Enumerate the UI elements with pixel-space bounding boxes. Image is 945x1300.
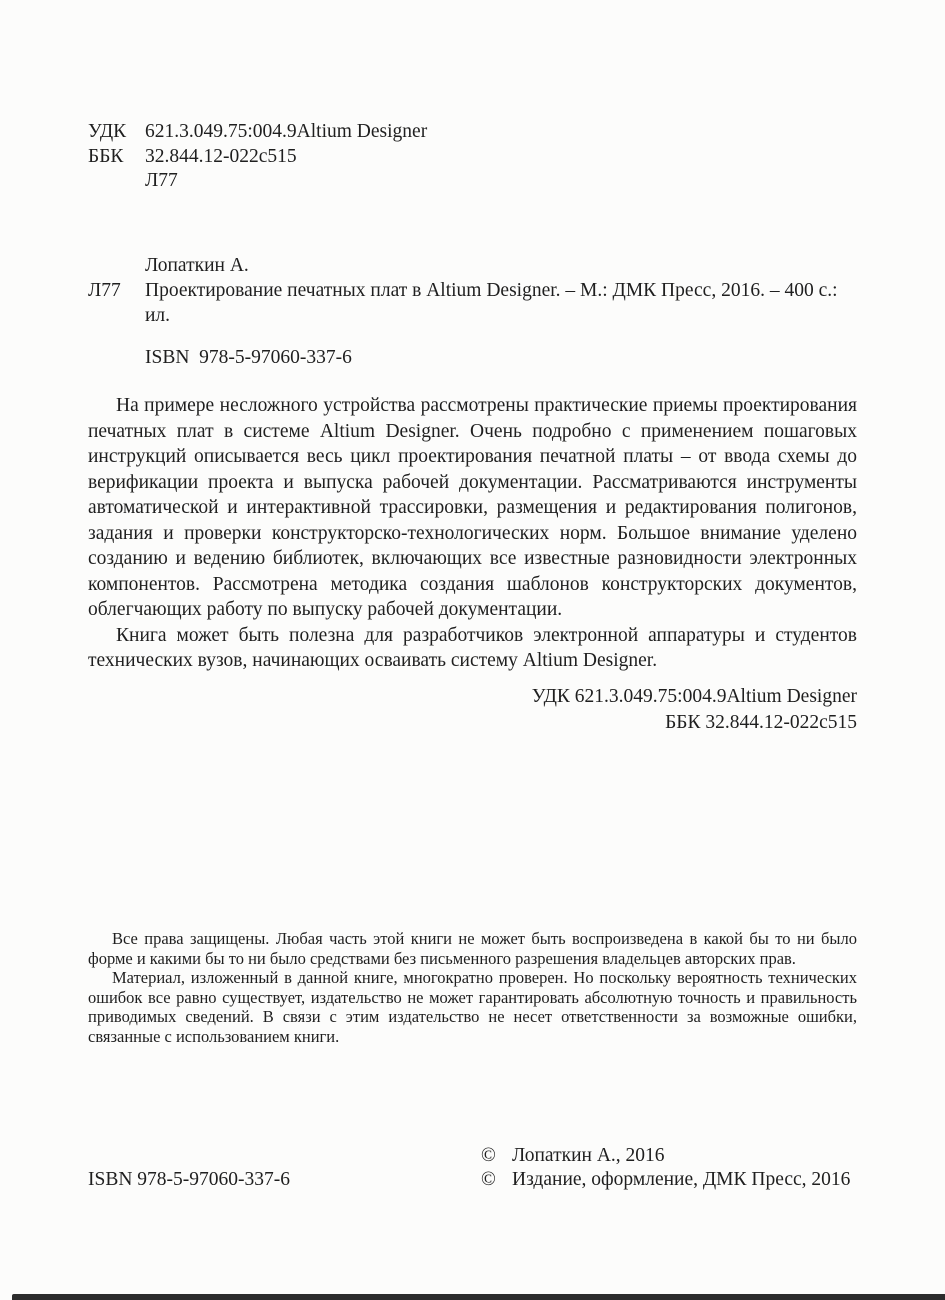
right-aligned-codes bbox=[88, 684, 857, 735]
copyright-block bbox=[481, 1144, 850, 1192]
udk-row bbox=[88, 120, 427, 145]
copyright-symbol: © bbox=[481, 1145, 496, 1166]
legal-paragraph-1: Все права защищены. Любая часть этой книги не может быть воспроизведена в какой бы то ни было форме и какими бы то ни было средствами без письменного разрешения владельцев авторских прав. bbox=[88, 929, 857, 968]
legal-notice bbox=[88, 929, 857, 1047]
footer-isbn: ISBN 978-5-97060-337-6 bbox=[88, 1169, 291, 1190]
author-code: Л77 bbox=[145, 170, 178, 191]
author-name: Лопаткин А. bbox=[145, 255, 249, 276]
page-bottom-edge bbox=[12, 1294, 945, 1300]
bbk-label: ББК bbox=[88, 145, 124, 167]
annotation-paragraph-1: На примере несложного устройства рассмотрены практические приемы проектирования печатных плат в системе Altium Designer. Очень подробно с применением пошаговых инструкций описывается весь цикл проектирования печатной платы – от ввода схемы до верификации проекта и выпуска рабочей документации. Рассматриваются инструменты автоматической и интерактивной трассировки, размещения и редактирования полигонов, задания и проверки конструкторско-технологических норм. Большое внимание уделено созданию и ведению библиотек, включающих все известные разновидности электронных компонентов. Рассмотрена методика создания шаблонов конструкторских документов, облегчающих работу по выпуску рабочей документации. bbox=[88, 395, 857, 620]
author-code-spacer bbox=[88, 169, 145, 194]
bib-entry-text: Проектирование печатных плат в Altium Designer. – М.: ДМК Пресс, 2016. – 400 с.: ил. bbox=[145, 280, 838, 326]
bib-entry-code: Л77 bbox=[88, 280, 121, 301]
isbn-line: ISBN 978-5-97060-337-6 bbox=[145, 347, 352, 368]
udk-label: УДК bbox=[88, 121, 127, 142]
udk-value: 621.3.049.75:004.9Altium Designer bbox=[145, 121, 428, 142]
classification-codes bbox=[88, 120, 427, 194]
copyright-text: Издание, оформление, ДМК Пресс, 2016 bbox=[512, 1169, 851, 1190]
bbk-row bbox=[88, 145, 427, 170]
bbk-value: 32.844.12-022с515 bbox=[145, 145, 297, 167]
copyright-row-publisher bbox=[481, 1168, 850, 1192]
legal-paragraph-2: Материал, изложенный в данной книге, многократно проверен. Но поскольку вероятность технических ошибок все равно существует, издательство не может гарантировать абсолютную точность и правильность приводимых сведений. В связи с этим издательство не несет ответственности за возможные ошибки, связанные с использованием книги. bbox=[88, 968, 857, 1046]
annotation bbox=[88, 393, 857, 674]
bibliographic-block bbox=[88, 253, 857, 328]
copyright-text: Лопаткин А., 2016 bbox=[512, 1145, 665, 1166]
bib-entry-row bbox=[88, 278, 857, 328]
copyright-symbol: © bbox=[481, 1169, 496, 1190]
copyright-row-author bbox=[481, 1144, 850, 1168]
author-code-row bbox=[88, 169, 427, 194]
bbk-right: ББК 32.844.12-022с515 bbox=[665, 711, 857, 733]
annotation-paragraph-2: Книга может быть полезна для разработчиков электронной аппаратуры и студентов технических вузов, начинающих осваивать систему Altium Designer. bbox=[88, 624, 857, 671]
udk-right: УДК 621.3.049.75:004.9Altium Designer bbox=[531, 686, 857, 707]
